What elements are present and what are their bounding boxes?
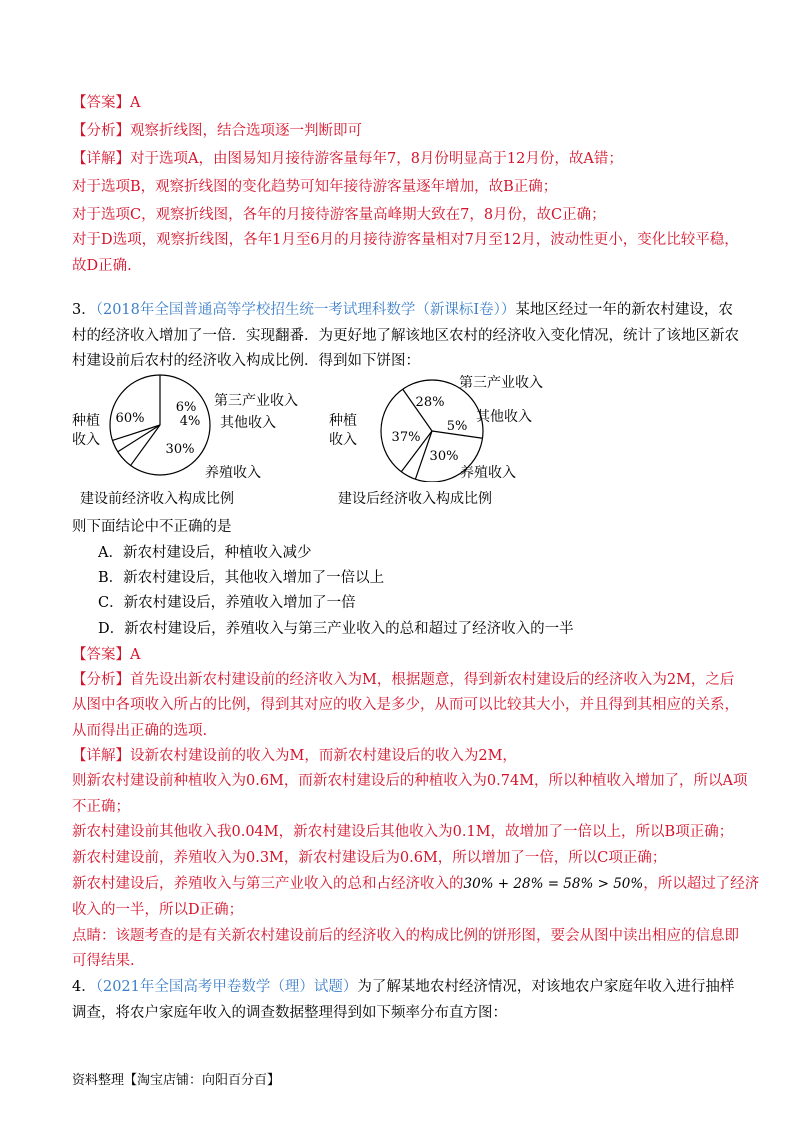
pie-before-label-tertiary: 第三产业收入	[214, 393, 298, 409]
q3-question: 则下面结论中不正确的是	[72, 519, 232, 535]
pie-after-label-tertiary: 第三产业收入	[459, 375, 543, 391]
pie-slice-percent: 5%	[446, 419, 468, 434]
q4-stem-second: 调查，将农户家庭年收入的调查数据整理得到如下频率分布直方图：	[72, 1005, 507, 1021]
pie-after-label-planting: 种植收入	[329, 413, 357, 448]
pie-before-label-other: 其他收入	[220, 415, 276, 431]
q3-answer: 【答案】A	[72, 647, 141, 663]
pie-before-label-planting: 种植收入	[72, 413, 100, 448]
q4-source: （2021年全国高考甲卷数学（理）试题）	[95, 979, 358, 995]
q3-detail-formula-line	[72, 874, 759, 894]
q2-detail-line: 对于选项B，观察折线图的变化趋势可知年接待游客量逐年增加，故B正确；	[72, 179, 558, 195]
pie-chart-after	[322, 372, 582, 482]
pie-slice-percent: 37%	[391, 430, 421, 445]
q4-stem-first: 为了解某地农村经济情况，对该地农户家庭年收入进行抽样	[357, 979, 735, 995]
q3-analysis-line: 从图中各项收入所占的比例，得到其对应的收入是多少，从而可以比较其大小，并且得到其相应的关系，	[72, 697, 739, 713]
pie-after-label-breeding: 养殖收入	[460, 465, 516, 481]
pie-slice-percent: 30%	[165, 442, 195, 457]
q4-stem-first-line	[72, 977, 734, 997]
q3-detail-part: ，所以超过了经济	[643, 876, 760, 892]
pie-slice-percent: 30%	[429, 449, 459, 464]
pie-after-title: 建设后经济收入构成比例	[338, 491, 492, 507]
q2-detail-line: 对于D选项，观察折线图，各年1月至6月的月接待游客量相对7月至12月，波动性更小，变化比较平稳，	[72, 232, 739, 248]
pie-slice-percent: 4%	[179, 414, 201, 429]
q3-option-a: A．新农村建设后，种植收入减少	[98, 545, 312, 561]
pie-chart-before	[72, 372, 332, 482]
q3-detail-part: 新农村建设后，养殖收入与第三产业收入的总和占经济收入的	[72, 876, 464, 892]
q3-detail-line: 新农村建设前，养殖收入为0.3M，新农村建设后为0.6M，所以增加了一倍，所以C项正确；	[72, 850, 667, 866]
q3-comment-line: 点睛：该题考查的是有关新农村建设前后的经济收入的构成比例的饼形图，要会从图中读出相应的信息即	[72, 928, 739, 944]
q2-detail-line: 【详解】对于选项A，由图易知月接待游客量每年7，8月份明显高于12月份，故A错；	[72, 151, 623, 167]
q3-detail-line: 【详解】设新农村建设前的收入为M，而新农村建设后的收入为2M，	[72, 748, 517, 764]
q3-detail-line: 不正确；	[72, 799, 130, 815]
q3-detail-line: 则新农村建设前种植收入为0.6M，而新农村建设后的种植收入为0.74M，所以种植收入增加了，所以A项	[72, 773, 748, 789]
pie-before-label-breeding: 养殖收入	[205, 465, 261, 481]
q3-analysis-line: 从而得出正确的选项.	[72, 723, 208, 739]
q3-option-c: C．新农村建设后，养殖收入增加了一倍	[98, 595, 356, 611]
q3-analysis-line: 【分析】首先设出新农村建设前的经济收入为M，根据题意，得到新农村建设后的经济收入为2M，之后	[72, 672, 735, 688]
q2-analysis: 【分析】观察折线图，结合选项逐一判断即可	[72, 123, 362, 139]
pie-after-label-other: 其他收入	[476, 409, 532, 425]
q3-stem-line: 村的经济收入增加了一倍．实现翻番．为更好地了解该地区农村的经济收入变化情况，统计了该地区新农	[72, 328, 739, 344]
q3-detail-tail: 收入的一半，所以D正确；	[72, 902, 244, 918]
q3-stem-first: 某地区经过一年的新农村建设，农	[515, 302, 733, 318]
q3-detail-line: 新农村建设前其他收入我0.04M，新农村建设后其他收入为0.1M，故增加了一倍以上，所以B项正确；	[72, 824, 734, 840]
q3-comment-line: 可得结果.	[72, 953, 135, 969]
q3-stem-first-line	[72, 300, 733, 320]
q3-stem-line: 村建设前后农村的经济收入构成比例．得到如下饼图：	[72, 353, 420, 369]
pie-slice-percent: 6%	[175, 400, 197, 415]
q3-option-d: D．新农村建设后，养殖收入与第三产业收入的总和超过了经济收入的一半	[98, 621, 574, 637]
q3-option-b: B．新农村建设后，其他收入增加了一倍以上	[98, 570, 385, 586]
q3-formula: 30% + 28% = 58% > 50%	[463, 876, 644, 892]
q2-detail-line: 故D正确.	[72, 258, 132, 274]
q4-number: 4．	[72, 979, 96, 995]
q2-detail-line: 对于选项C，观察折线图，各年的月接待游客量高峰期大致在7，8月份，故C正确；	[72, 207, 606, 223]
q2-answer: 【答案】A	[72, 95, 141, 111]
pie-slice-percent: 28%	[415, 395, 445, 410]
pie-slice-percent: 60%	[115, 411, 145, 426]
q3-number: 3．	[72, 302, 96, 318]
pie-before-title: 建设前经济收入构成比例	[80, 491, 234, 507]
q3-source: （2018年全国普通高等学校招生统一考试理科数学（新课标I卷））	[95, 302, 516, 318]
footer-source: 资料整理【淘宝店铺：向阳百分百】	[72, 1073, 281, 1088]
